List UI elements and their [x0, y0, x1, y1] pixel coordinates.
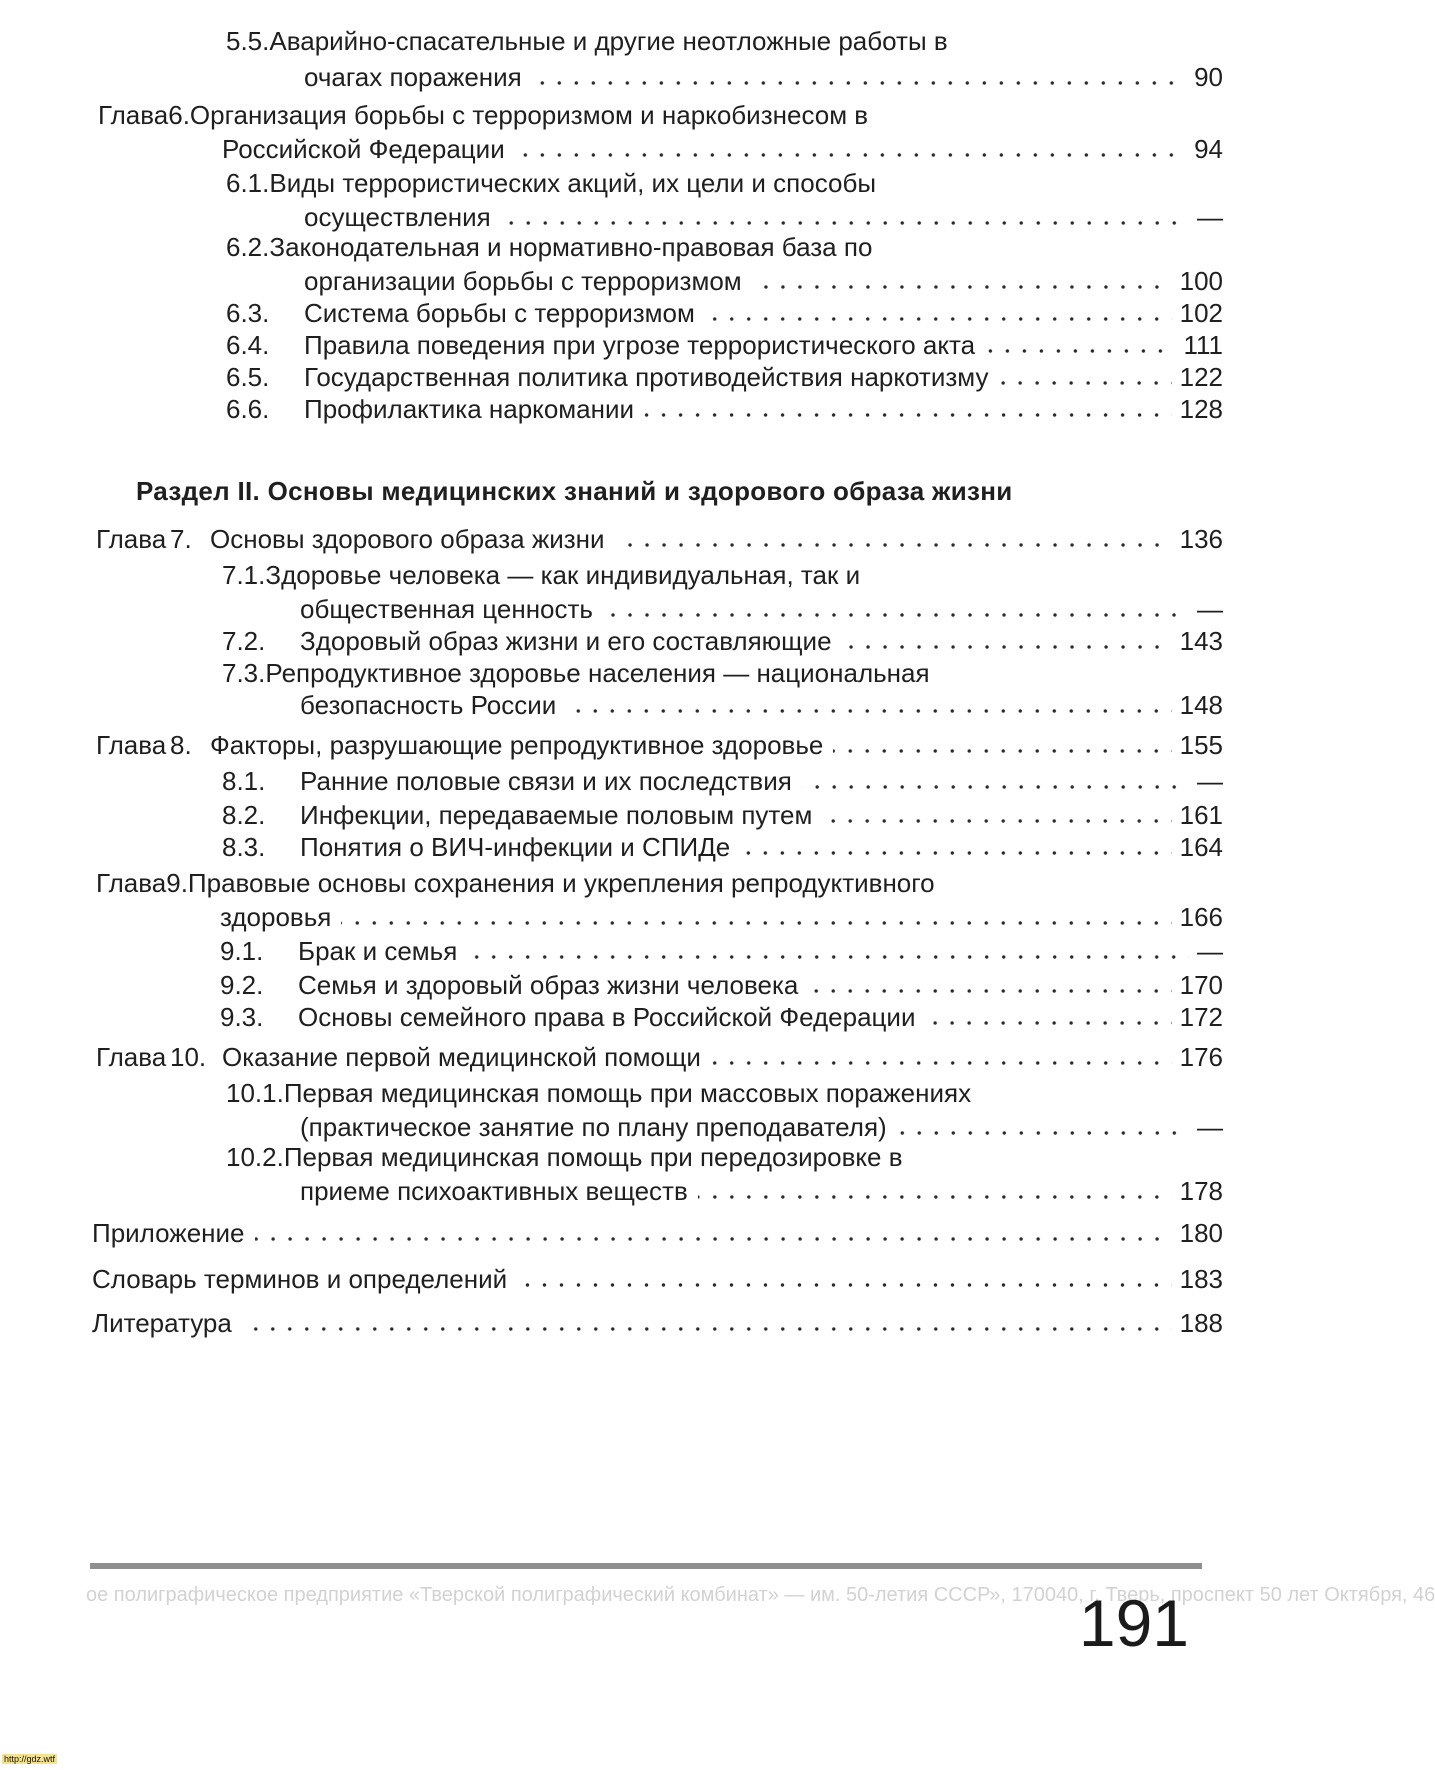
- toc-entry-6-6: 6.6. Профилактика наркомании 128: [226, 394, 1223, 424]
- leader-dots: [842, 645, 1172, 649]
- toc-chapter-10: Глава 10. Оказание первой медицинской помощи 176: [96, 1042, 1223, 1072]
- toc-entry-6-3: 6.3. Система борьбы с терроризмом 102: [226, 298, 1223, 328]
- page-ref: —: [1197, 1112, 1223, 1142]
- page-ref: 155: [1179, 730, 1223, 760]
- leader-dots: [532, 81, 1186, 85]
- leader-dots: [808, 989, 1171, 993]
- toc-entry-6-2-cont: организации борьбы с терроризмом 100: [304, 266, 1223, 296]
- toc-entry-8-3: 8.3. Понятия о ВИЧ-инфекции и СПИДе 164: [222, 832, 1223, 862]
- toc-entry-6-2: 6.2.Законодательная и нормативно-правовая база по: [226, 232, 873, 262]
- page-ref: 161: [1179, 800, 1223, 830]
- page-ref: —: [1197, 594, 1223, 624]
- toc-entry-6-5: 6.5. Государственная политика противодействия наркотизму 122: [226, 362, 1223, 392]
- toc-literature: Литература 188: [92, 1308, 1223, 1338]
- leader-dots: [698, 1195, 1172, 1199]
- footer-rule: [90, 1563, 1202, 1569]
- toc-entry-7-1-cont: общественная ценность —: [300, 594, 1223, 624]
- toc-entry-7-3-cont: безопасность России 148: [300, 690, 1223, 720]
- page-ref: 180: [1179, 1218, 1223, 1248]
- toc-chapter-6: Глава6.Организация борьбы с терроризмом и наркобизнесом в: [98, 100, 869, 130]
- toc-entry-7-2: 7.2. Здоровый образ жизни и его составляющие 143: [222, 626, 1223, 656]
- page-ref: 102: [1179, 298, 1223, 328]
- leader-dots: [515, 153, 1186, 157]
- source-watermark: http://gdz.wtf: [4, 1754, 56, 1764]
- leader-dots: [833, 749, 1171, 753]
- leader-dots: [644, 413, 1172, 417]
- leader-dots: [752, 285, 1172, 289]
- page-ref: 172: [1179, 1002, 1223, 1032]
- page-ref: 166: [1179, 902, 1223, 932]
- page-ref: 183: [1179, 1264, 1223, 1294]
- toc-entry-7-3: 7.3.Репродуктивное здоровье населения — национальная: [222, 658, 930, 688]
- leader-dots: [705, 317, 1172, 321]
- leader-dots: [242, 1327, 1172, 1331]
- leader-dots: [615, 543, 1172, 547]
- toc-entry-10-2: 10.2.Первая медицинская помощь при передозировке в: [226, 1142, 903, 1172]
- leader-dots: [985, 349, 1175, 353]
- toc-entry-6-1: 6.1.Виды террористических акций, их цели и способы: [226, 168, 877, 198]
- page-ref: 170: [1179, 970, 1223, 1000]
- toc-chapter-8: Глава 8. Факторы, разрушающие репродуктивное здоровье 155: [96, 730, 1223, 760]
- toc-chapter-9: Глава9.Правовые основы сохранения и укрепления репродуктивного: [96, 868, 935, 898]
- leader-dots: [925, 1021, 1171, 1025]
- leader-dots: [517, 1283, 1171, 1287]
- toc-entry-9-2: 9.2. Семья и здоровый образ жизни человека 170: [220, 970, 1223, 1000]
- leader-dots: [566, 709, 1171, 713]
- leader-dots: [341, 921, 1171, 925]
- page-ref: 100: [1179, 266, 1223, 296]
- leader-dots: [255, 1237, 1172, 1241]
- toc-entry-8-1: 8.1. Ранние половые связи и их последствия —: [222, 766, 1223, 796]
- page-ref: 136: [1179, 524, 1223, 554]
- toc-entry-10-2-cont: приеме психоактивных веществ 178: [300, 1176, 1223, 1206]
- page-ref: 128: [1179, 394, 1223, 424]
- page-ref: 148: [1179, 690, 1223, 720]
- toc-entry-6-1-cont: осуществления —: [304, 202, 1223, 232]
- toc-entry-9-3: 9.3. Основы семейного права в Российской Федерации 172: [220, 1002, 1223, 1032]
- toc-chapter-7: Глава 7. Основы здорового образа жизни 136: [96, 524, 1223, 554]
- page-ref: 188: [1179, 1308, 1223, 1338]
- toc-entry-10-1: 10.1.Первая медицинская помощь при массовых поражениях: [226, 1078, 972, 1108]
- page-ref: 164: [1179, 832, 1223, 862]
- leader-dots: [802, 785, 1189, 789]
- toc-entry-5-5: 5.5.Аварийно-спасательные и другие неотложные работы в: [226, 26, 948, 56]
- toc-chapter-9-cont: здоровья 166: [220, 902, 1223, 932]
- page-ref: 111: [1183, 330, 1223, 360]
- page-ref: —: [1197, 936, 1223, 966]
- page-ref: 176: [1179, 1042, 1223, 1072]
- page-ref: 178: [1179, 1176, 1223, 1206]
- toc-chapter-6-cont: Российской Федерации 94: [222, 134, 1223, 164]
- leader-dots: [822, 819, 1171, 823]
- leader-dots: [998, 381, 1171, 385]
- toc-entry-9-1: 9.1. Брак и семья —: [220, 936, 1223, 966]
- leader-dots: [711, 1061, 1172, 1065]
- leader-dots: [501, 221, 1189, 225]
- page-number: 191: [1078, 1586, 1189, 1660]
- toc-entry-7-1: 7.1.Здоровье человека — как индивидуальная, так и: [222, 560, 861, 590]
- page-ref: —: [1197, 766, 1223, 796]
- page-ref: 90: [1194, 62, 1223, 92]
- toc-entry-6-4: 6.4. Правила поведения при угрозе террористического акта 111: [226, 330, 1223, 360]
- toc-entry-8-2: 8.2. Инфекции, передаваемые половым путем 161: [222, 800, 1223, 830]
- page-ref: 143: [1179, 626, 1223, 656]
- toc-entry-10-1-cont: (практическое занятие по плану преподавателя) —: [300, 1112, 1223, 1142]
- page-ref: 122: [1179, 362, 1223, 392]
- toc-appendix: Приложение 180: [92, 1218, 1223, 1248]
- bleed-through-text: ое полиграфическое предприятие «Тверской полиграфический комбинат» — им. 50-летия СССР», 170040, г. Тверь, проспект 50 лет Октября, 46: [86, 1584, 1435, 1606]
- toc-entry-5-5-cont: очагах поражения 90: [304, 62, 1223, 92]
- toc-glossary: Словарь терминов и определений 183: [92, 1264, 1223, 1294]
- page-ref: 94: [1194, 134, 1223, 164]
- leader-dots: [603, 613, 1189, 617]
- page-ref: —: [1197, 202, 1223, 232]
- leader-dots: [897, 1131, 1189, 1135]
- section-heading: Раздел II. Основы медицинских знаний и здорового образа жизни: [136, 476, 1013, 506]
- leader-dots: [740, 851, 1171, 855]
- leader-dots: [467, 955, 1189, 959]
